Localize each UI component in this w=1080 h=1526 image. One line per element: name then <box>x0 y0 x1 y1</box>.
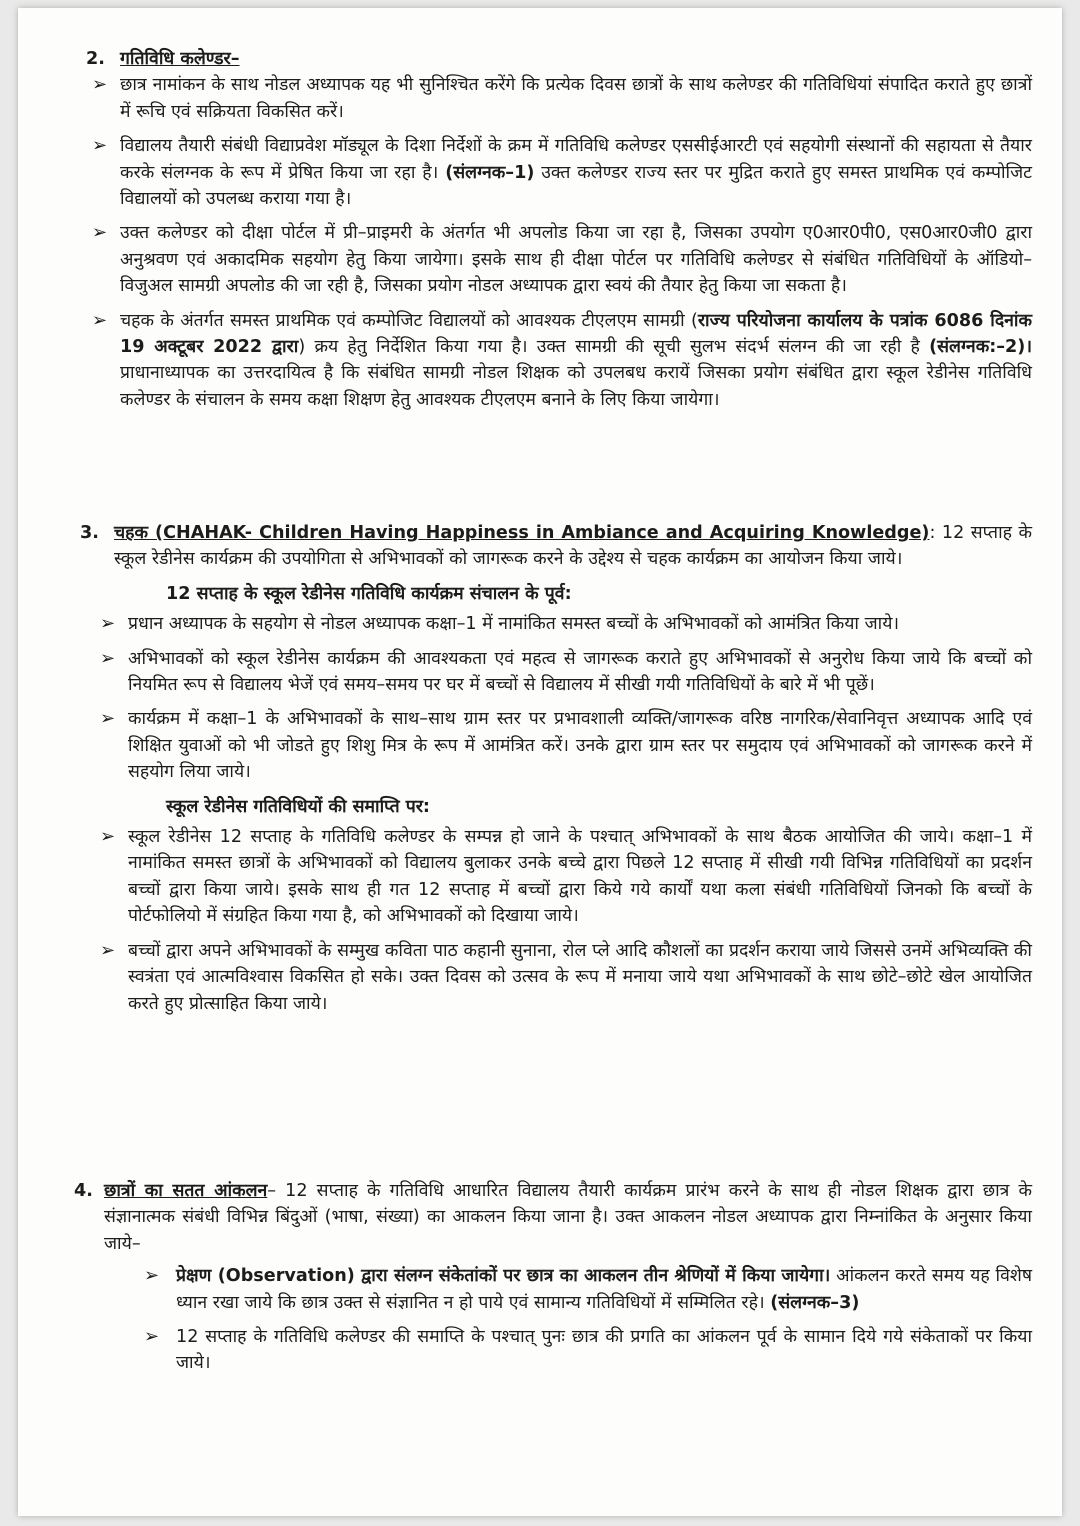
arrow-bullet-icon: ➢ <box>100 613 116 635</box>
list-item: ➢ 12 सप्ताह के गतिविधि कलेण्डर की समाप्ति के पश्चात् पुनः छात्र की प्रगति का आंकलन पूर्व के सामान दिये गये संकेताकों पर किया जाये। <box>144 1326 1032 1374</box>
arrow-bullet-icon: ➢ <box>144 1265 160 1287</box>
arrow-bullet-icon: ➢ <box>100 647 116 669</box>
section-2-number: 2. <box>86 49 105 69</box>
arrow-bullet-icon: ➢ <box>92 74 108 96</box>
document-page <box>18 8 1062 1516</box>
arrow-bullet-icon: ➢ <box>92 222 108 244</box>
list-item: ➢ प्रधान अध्यापक के सहयोग से नोडल अध्यापक कक्षा–1 में नामांकित समस्त बच्चों के अभिभावकों को आमंत्रित किया जाये। <box>80 611 1032 637</box>
section-3 <box>80 520 1032 1025</box>
section-3-intro: : 12 सप्ताह के स्कूल रेडीनेस कार्यक्रम की उपयोगिता से अभिभावकों को जागरूक करने के उद्देश्य से चहक कार्यक्रम का आयोजन किया जाये। <box>114 523 1032 570</box>
arrow-bullet-icon: ➢ <box>92 135 108 157</box>
list-item: ➢ विद्यालय तैयारी संबंधी विद्याप्रवेश मॉड्यूल के दिशा निर्देशों के क्रम में गतिविधि कलेण्डर एससीईआरटी एवं सहयोगी संस्थानों की सहायता से तैयार करके संलग्नक के रूप में प्रेषित किया जा रहा है। (संलग्नक–1) उक्त कलेण्डर राज्य स्तर पर मुद्रित कराते हुए समस्त प्राथमिक एवं कम्पोजिट विद्यालयों को उपलब्ध कराया गया है। <box>92 135 1033 210</box>
section-2-title: गतिविधि कलेण्डर– <box>120 49 240 69</box>
list-item: ➢ बच्चों द्वारा अपने अभिभावकों के सम्मुख कविता पाठ कहानी सुनाना, रोल प्ले आदि कौशलों का प्रदर्शन कराया जाये जिससे उनमें अभिव्यक्ति की स्वत्रंता एवं आत्मविश्वास विकसित हो सके। उक्त दिवस को उत्सव के रूप में मनाया जाये यथा अभिभावकों के साथ छोटे–छोटे खेल आयोजित करते हुए प्रोत्साहित किया जाये। <box>100 939 1033 1014</box>
sub-heading: 12 सप्ताह के स्कूल रेडीनेस गतिविधि कार्यक्रम संचालन के पूर्व: <box>166 583 572 604</box>
list-item: ➢ उक्त कलेण्डर को दीक्षा पोर्टल में प्री–प्राइमरी के अंतर्गत भी अपलोड किया जा रहा है, जिसका उपयोग ए0आर0पी0, एस0आर0जी0 द्वारा अनुश्रवण एवं अकादमिक सहयोग हेतु किया जायेगा। इसके साथ ही दीक्षा पोर्टल पर गतिविधि कलेण्डर से संबंधित गतिविधियों के ऑडियो–विजुअल सामग्री अपलोड की जा रही है, जिसका प्रयोग नोडल अध्यापक द्वारा स्वयं की तैयार हेतु किया जा सकता है। <box>92 222 1032 297</box>
section-4-title: छात्रों का सतत आंकलन <box>104 1181 268 1201</box>
section-4-number: 4. <box>74 1181 93 1201</box>
section-3-title: चहक (CHAHAK- Children Having Happiness in Ambiance and Acquiring Knowledge) <box>114 523 930 543</box>
arrow-bullet-icon: ➢ <box>100 826 116 848</box>
arrow-bullet-icon: ➢ <box>100 939 116 961</box>
sub-heading: स्कूल रेडीनेस गतिविधियों की समाप्ति पर: <box>166 796 430 817</box>
list-item: ➢ कार्यक्रम में कक्षा–1 के अभिभावकों के साथ–साथ ग्राम स्तर पर प्रभावशाली व्यक्ति/जागरूक वरिष्ठ नागरिक/सेवानिवृत्त अध्यापक आदि एवं शिक्षित युवाओं को भी जोडते हुए शिशु मित्र के रूप में आमंत्रित करें। उनके द्वारा ग्राम स्तर पर समुदाय एवं अभिभावकों को जागरूक करने में सहयोग लिया जाये। <box>100 708 1032 783</box>
section-4 <box>74 1178 1032 1385</box>
section-4-intro: – 12 सप्ताह के गतिविधि आधारित विद्यालय तैयारी कार्यक्रम प्रारंभ करने के साथ ही नोडल शिक्षक द्वारा छात्र के संज्ञानात्मक संबंधी विभिन्न बिंदुओं (भाषा, संख्या) का आकलन किया जाना है। उक्त आकलन नोडल अध्यापक द्वारा निम्नांकित के अनुसार किया जाये– <box>104 1181 1032 1254</box>
arrow-bullet-icon: ➢ <box>100 708 116 730</box>
arrow-bullet-icon: ➢ <box>144 1326 160 1348</box>
section-3-number: 3. <box>80 523 99 543</box>
list-item: ➢ छात्र नामांकन के साथ नोडल अध्यापक यह भी सुनिश्चित करेंगे कि प्रत्येक दिवस छात्रों के साथ कलेण्डर की गतिविधियां संपादित कराते हुए छात्रों में रूचि एवं सक्रियता विकसित करें। <box>92 74 1032 122</box>
list-item: ➢ प्रेक्षण (Observation) द्वारा संलग्न संकेतांकों पर छात्र का आकलन तीन श्रेणियों में किया जायेगा। आंकलन करते समय यह विशेष ध्यान रखा जाये कि छात्र उक्त से संज्ञानित न हो पाये एवं सामान्य गतिविधियों में सम्मिलित रहे। (संलग्नक–3) <box>144 1265 1032 1313</box>
list-item: ➢ चहक के अंतर्गत समस्त प्राथमिक एवं कम्पोजिट विद्यालयों को आवश्यक टीएलएम सामग्री (राज्य परियोजना कार्यालय के पत्रांक 6086 दिनांक 19 अक्टूबर 2022 द्वारा) क्रय हेतु निर्देशित किया गया है। उक्त सामग्री की सूची सुलभ संदर्भ संलग्न की जा रही है (संलग्नक:–2)। प्राधानाध्यापक का उत्तरदायित्व है कि संबंधित सामग्री नोडल शिक्षक को उपलबध करायें जिसका प्रयोग संबंधित द्वारा स्कूल रेडीनेस गतिविधि कलेण्डर के संचालन के समय कक्षा शिक्षण हेतु आवश्यक टीएलएम बनाने के लिए किया जायेगा। <box>92 309 1032 410</box>
list-item: ➢ अभिभावकों को स्कूल रेडीनेस कार्यक्रम की आवश्यकता एवं महत्व से जागरूक कराते हुए अभिभावकों से अनुरोध किया जाये कि बच्चों को नियमित रूप से विद्यालय भेजें एवं समय–समय पर घर में बच्चों से विद्यालय में सीखी गयी गतिविधियों के बारे में भी पूछें। <box>100 647 1032 696</box>
list-item: ➢ स्कूल रेडीनेस 12 सप्ताह के गतिविधि कलेण्डर के सम्पन्न हो जाने के पश्चात् अभिभावकों के साथ बैठक आयोजित की जाये। कक्षा–1 में नामांकित समस्त छात्रों के अभिभावकों को विद्यालय बुलाकर उनके बच्चे द्वारा पिछले 12 सप्ताह में सीखी गयी विभिन्न गतिविधियों का प्रदर्शन बच्चों द्वारा किया जाये। इसके साथ ही गत 12 सप्ताह में बच्चों द्वारा किये गये कार्यों यथा कला संबंधी गतिविधियों जिनको कि बच्चों के पोर्टफोलियो में संग्रहित किया गया है, को अभिभावकों को दिखाया जाये। <box>100 826 1032 927</box>
arrow-bullet-icon: ➢ <box>92 309 108 331</box>
section-2 <box>80 46 1032 421</box>
